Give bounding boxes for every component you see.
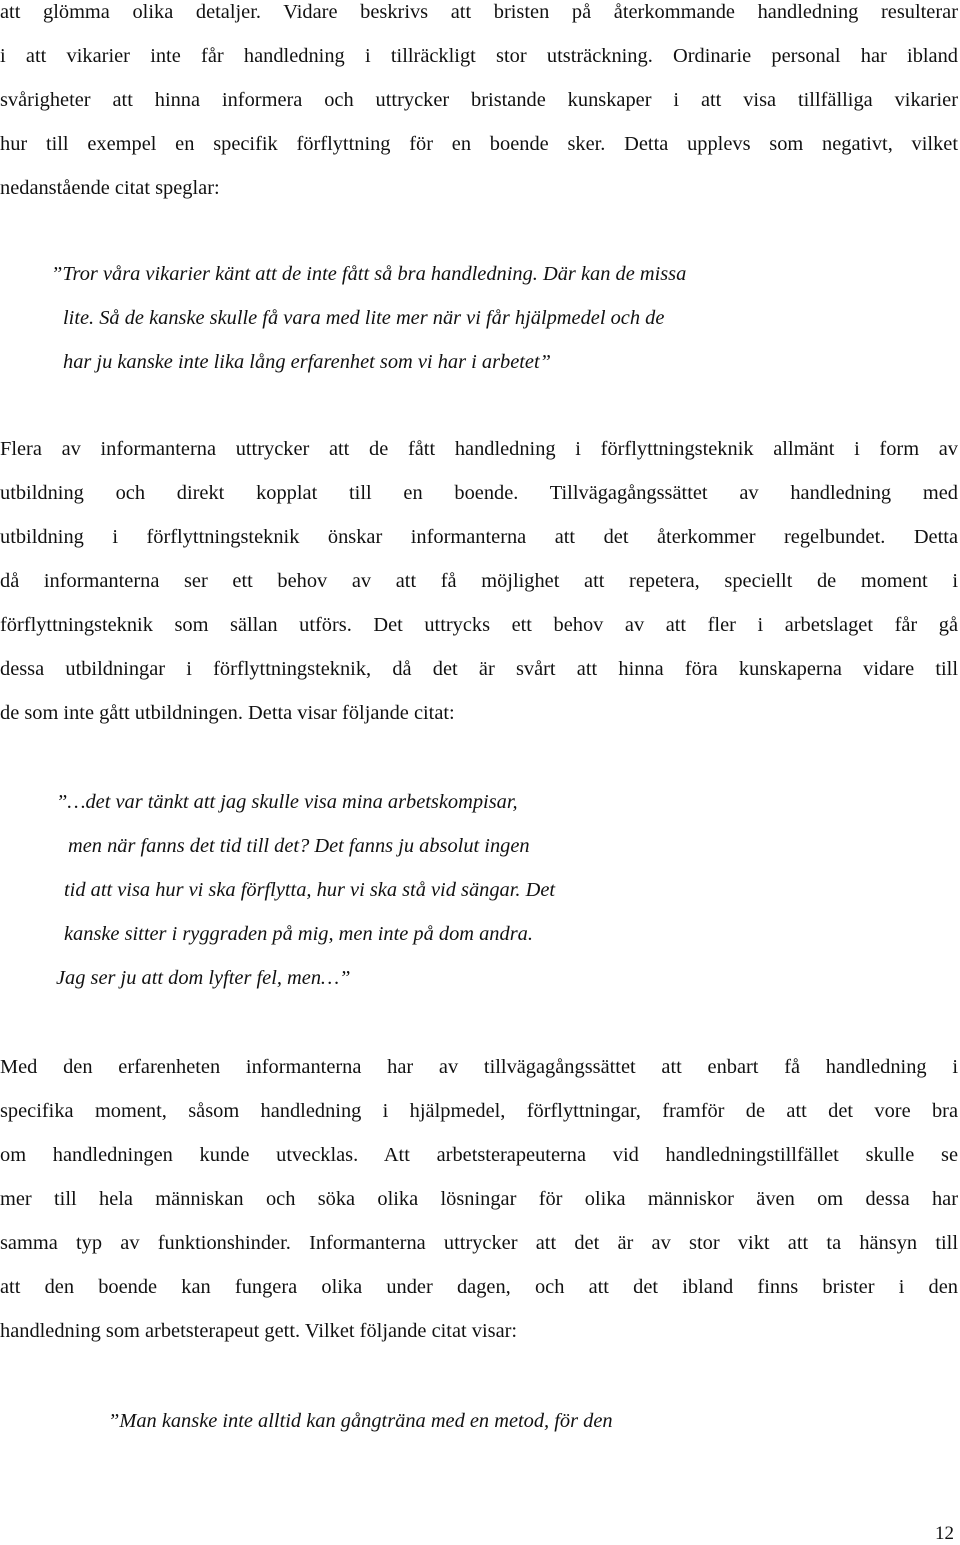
- quote-line: ”…det var tänkt att jag skulle visa mina arbetskompisar,: [56, 791, 518, 813]
- text-line: förflyttningsteknik som sällan utförs. Det uttrycks ett behov av att fler i arbetslaget får gå: [0, 614, 958, 636]
- text-line: utbildning i förflyttningsteknik önskar informanterna att det återkommer regelbundet. Detta: [0, 526, 958, 548]
- text-line: mer till hela människan och söka olika lösningar för olika människor även om dessa har: [0, 1188, 958, 1210]
- text-line: de som inte gått utbildningen. Detta visar följande citat:: [0, 702, 455, 724]
- quote-line: har ju kanske inte lika lång erfarenhet som vi har i arbetet”: [63, 351, 551, 373]
- text-line: om handledningen kunde utvecklas. Att arbetsterapeuterna vid handledningstillfället skulle se: [0, 1144, 958, 1166]
- quote-line: ”Tror våra vikarier känt att de inte fått så bra handledning. Där kan de missa: [51, 263, 687, 285]
- quote-line: lite. Så de kanske skulle få vara med lite mer när vi får hjälpmedel och de: [63, 307, 665, 329]
- quote-line: Jag ser ju att dom lyfter fel, men…”: [56, 967, 351, 989]
- text-line: att den boende kan fungera olika under dagen, och att det ibland finns brister i den: [0, 1276, 958, 1298]
- text-line: dessa utbildningar i förflyttningsteknik, då det är svårt att hinna föra kunskaperna vidare till: [0, 658, 958, 680]
- text-line: handledning som arbetsterapeut gett. Vilket följande citat visar:: [0, 1320, 518, 1342]
- quote-line: ”Man kanske inte alltid kan gångträna med en metod, för den: [108, 1410, 613, 1432]
- text-line: Med den erfarenheten informanterna har av tillvägagångssättet att enbart få handledning i: [0, 1056, 958, 1078]
- text-line: i att vikarier inte får handledning i tillräckligt stor utsträckning. Ordinarie personal har ibland: [0, 45, 958, 67]
- text-line: hur till exempel en specifik förflyttning för en boende sker. Detta upplevs som negativt, vilket: [0, 133, 958, 155]
- text-line: att glömma olika detaljer. Vidare beskrivs att bristen på återkommande handledning resulterar: [0, 1, 958, 23]
- page-number: 12: [935, 1523, 954, 1544]
- quote-line: tid att visa hur vi ska förflytta, hur vi ska stå vid sängar. Det: [64, 879, 556, 901]
- text-line: svårigheter att hinna informera och uttrycker bristande kunskaper i att visa tillfälliga vikarier: [0, 89, 958, 111]
- text-line: då informanterna ser ett behov av att få möjlighet att repetera, speciellt de moment i: [0, 570, 958, 592]
- text-line: samma typ av funktionshinder. Informanterna uttrycker att det är av stor vikt att ta hänsyn till: [0, 1232, 958, 1254]
- quote-line: kanske sitter i ryggraden på mig, men inte på dom andra.: [64, 923, 533, 945]
- text-line: nedanstående citat speglar:: [0, 177, 220, 199]
- text-line: Flera av informanterna uttrycker att de fått handledning i förflyttningsteknik allmänt i form av: [0, 438, 958, 460]
- quote-line: men när fanns det tid till det? Det fanns ju absolut ingen: [68, 835, 530, 857]
- text-line: utbildning och direkt kopplat till en boende. Tillvägagångssättet av handledning med: [0, 482, 958, 504]
- text-line: specifika moment, såsom handledning i hjälpmedel, förflyttningar, framför de att det vore bra: [0, 1100, 958, 1122]
